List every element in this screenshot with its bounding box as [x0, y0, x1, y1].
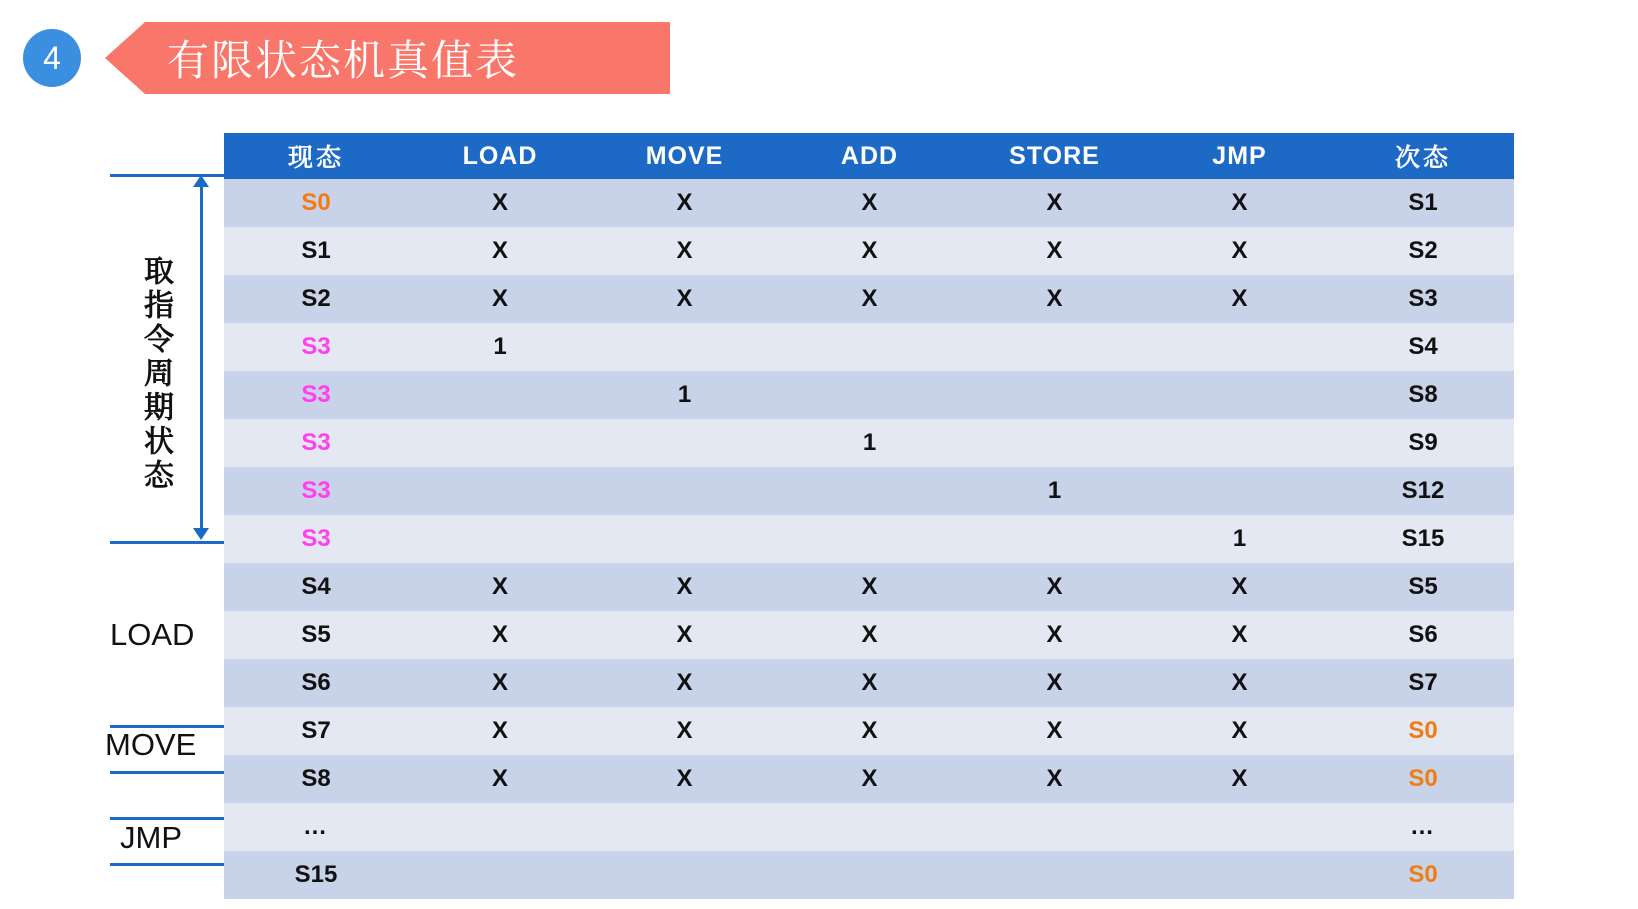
cell-input-jmp: X: [1147, 755, 1332, 803]
cell-input-move: X: [592, 755, 777, 803]
cell-input-move: X: [592, 611, 777, 659]
cell-input-store: X: [962, 659, 1147, 707]
cell-input-jmp: [1147, 467, 1332, 515]
page-header: [0, 22, 670, 94]
cell-input-load: X: [408, 755, 592, 803]
cell-input-add: [777, 515, 962, 563]
truth-table-container: [224, 133, 1514, 899]
cell-next-state: S5: [1332, 563, 1514, 611]
label-move-group: MOVE: [105, 727, 197, 762]
table-row: [224, 851, 1514, 899]
cell-input-add: X: [777, 179, 962, 227]
cell-next-state: S4: [1332, 323, 1514, 371]
table-row: [224, 371, 1514, 419]
cell-input-add: X: [777, 611, 962, 659]
cell-input-load: [408, 419, 592, 467]
cell-input-store: 1: [962, 467, 1147, 515]
table-row: [224, 611, 1514, 659]
cell-input-add: 1: [777, 419, 962, 467]
cell-input-load: [408, 851, 592, 899]
cell-current-state: S3: [224, 515, 408, 563]
cell-input-jmp: [1147, 323, 1332, 371]
cell-input-load: [408, 803, 592, 851]
cell-input-store: X: [962, 755, 1147, 803]
column-header-move: MOVE: [592, 133, 777, 179]
cell-input-load: X: [408, 227, 592, 275]
cell-next-state: S8: [1332, 371, 1514, 419]
cell-input-jmp: X: [1147, 179, 1332, 227]
cell-input-add: [777, 803, 962, 851]
table-row: [224, 563, 1514, 611]
cell-input-add: X: [777, 755, 962, 803]
cell-input-move: X: [592, 179, 777, 227]
cell-input-load: X: [408, 611, 592, 659]
cell-input-store: [962, 515, 1147, 563]
cell-input-move: X: [592, 707, 777, 755]
cell-input-move: [592, 515, 777, 563]
cell-input-store: X: [962, 227, 1147, 275]
table-body: [224, 179, 1514, 899]
cell-input-store: [962, 803, 1147, 851]
cell-input-move: X: [592, 563, 777, 611]
table-row: [224, 227, 1514, 275]
fsm-truth-table: [224, 133, 1514, 899]
table-row: [224, 467, 1514, 515]
cell-input-move: X: [592, 227, 777, 275]
column-header-store: STORE: [962, 133, 1147, 179]
column-header-load: LOAD: [408, 133, 592, 179]
table-row: [224, 179, 1514, 227]
cell-input-store: X: [962, 563, 1147, 611]
cell-input-add: [777, 467, 962, 515]
cell-input-add: X: [777, 275, 962, 323]
cell-current-state: S4: [224, 563, 408, 611]
cell-current-state: …: [224, 803, 408, 851]
cell-next-state: …: [1332, 803, 1514, 851]
column-header-add: ADD: [777, 133, 962, 179]
cell-input-load: X: [408, 659, 592, 707]
cell-input-add: [777, 323, 962, 371]
cell-current-state: S3: [224, 323, 408, 371]
cell-input-load: X: [408, 707, 592, 755]
cell-input-jmp: [1147, 803, 1332, 851]
cell-next-state: S12: [1332, 467, 1514, 515]
column-header-current-state: 现态: [224, 133, 408, 179]
cell-input-move: [592, 803, 777, 851]
table-row: [224, 707, 1514, 755]
title-banner: [105, 22, 670, 94]
cell-input-store: [962, 851, 1147, 899]
cell-input-move: [592, 419, 777, 467]
cell-current-state: S6: [224, 659, 408, 707]
cell-input-move: [592, 467, 777, 515]
cell-next-state: S7: [1332, 659, 1514, 707]
cell-input-load: 1: [408, 323, 592, 371]
cell-current-state: S3: [224, 371, 408, 419]
cell-input-jmp: [1147, 371, 1332, 419]
cell-input-add: X: [777, 563, 962, 611]
cell-current-state: S1: [224, 227, 408, 275]
cell-input-store: [962, 371, 1147, 419]
cell-input-store: X: [962, 707, 1147, 755]
section-number-badge: 4: [23, 29, 81, 87]
cell-current-state: S0: [224, 179, 408, 227]
cell-input-add: X: [777, 659, 962, 707]
cell-next-state: S6: [1332, 611, 1514, 659]
cell-input-jmp: X: [1147, 563, 1332, 611]
cell-input-store: X: [962, 275, 1147, 323]
cell-input-move: [592, 323, 777, 371]
cell-input-add: [777, 851, 962, 899]
cell-next-state: S15: [1332, 515, 1514, 563]
cell-input-jmp: X: [1147, 659, 1332, 707]
cell-input-add: X: [777, 707, 962, 755]
cell-input-jmp: X: [1147, 707, 1332, 755]
table-row: [224, 803, 1514, 851]
cell-input-load: [408, 371, 592, 419]
cell-input-move: 1: [592, 371, 777, 419]
cell-input-jmp: X: [1147, 275, 1332, 323]
cell-input-jmp: [1147, 419, 1332, 467]
cell-input-move: X: [592, 275, 777, 323]
cell-input-add: X: [777, 227, 962, 275]
cell-input-jmp: X: [1147, 611, 1332, 659]
table-row: [224, 755, 1514, 803]
cell-next-state: S0: [1332, 851, 1514, 899]
label-fetch-cycle: 取指令周期状态: [138, 255, 173, 493]
table-row: [224, 323, 1514, 371]
cell-input-load: [408, 515, 592, 563]
cell-input-jmp: [1147, 851, 1332, 899]
cell-current-state: S3: [224, 419, 408, 467]
cell-input-load: X: [408, 275, 592, 323]
fetch-range-arrow-down-icon: [193, 528, 209, 540]
column-header-next-state: 次态: [1332, 133, 1514, 179]
cell-input-load: [408, 467, 592, 515]
table-row: [224, 515, 1514, 563]
fetch-range-line: [200, 186, 203, 530]
cell-input-store: [962, 419, 1147, 467]
cell-input-jmp: 1: [1147, 515, 1332, 563]
cell-next-state: S0: [1332, 755, 1514, 803]
cell-input-load: X: [408, 179, 592, 227]
cell-current-state: S2: [224, 275, 408, 323]
column-header-jmp: JMP: [1147, 133, 1332, 179]
cell-next-state: S2: [1332, 227, 1514, 275]
cell-input-jmp: X: [1147, 227, 1332, 275]
table-row: [224, 419, 1514, 467]
cell-current-state: S15: [224, 851, 408, 899]
cell-input-move: X: [592, 659, 777, 707]
cell-input-move: [592, 851, 777, 899]
cell-current-state: S8: [224, 755, 408, 803]
page-title: 有限状态机真值表: [167, 36, 520, 85]
table-row: [224, 659, 1514, 707]
label-load-group: LOAD: [110, 617, 195, 652]
cell-input-store: X: [962, 179, 1147, 227]
label-jmp-group: JMP: [120, 820, 182, 855]
cell-next-state: S1: [1332, 179, 1514, 227]
cell-next-state: S3: [1332, 275, 1514, 323]
cell-current-state: S5: [224, 611, 408, 659]
fetch-range-arrow-up-icon: [193, 175, 209, 187]
table-row: [224, 275, 1514, 323]
cell-next-state: S0: [1332, 707, 1514, 755]
cell-current-state: S7: [224, 707, 408, 755]
cell-input-store: [962, 323, 1147, 371]
cell-current-state: S3: [224, 467, 408, 515]
cell-input-store: X: [962, 611, 1147, 659]
cell-next-state: S9: [1332, 419, 1514, 467]
cell-input-load: X: [408, 563, 592, 611]
table-header-row: [224, 133, 1514, 179]
cell-input-add: [777, 371, 962, 419]
